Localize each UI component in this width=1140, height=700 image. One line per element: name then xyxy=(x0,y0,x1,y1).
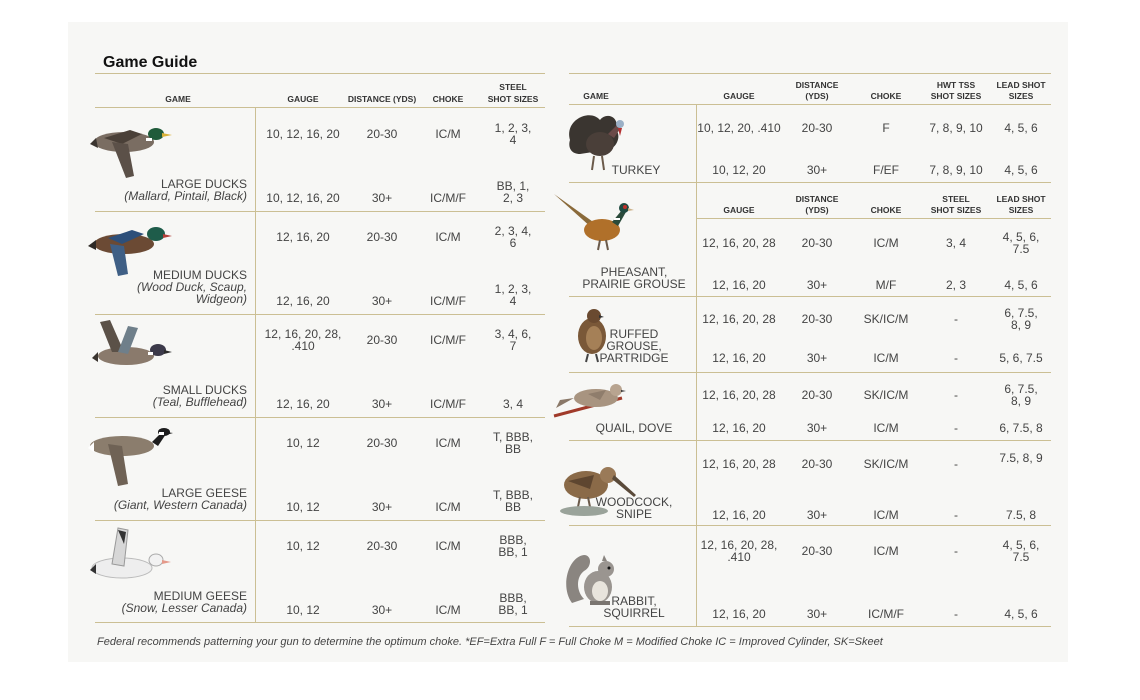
steel-cell: 3, 4 xyxy=(502,397,523,411)
steel-cell: 2, 3, 4, 6 xyxy=(494,224,532,250)
row-large-ducks-name: LARGE DUCKS xyxy=(160,177,247,191)
row-divider xyxy=(569,182,1051,183)
steel-cell: T, BBB, BB xyxy=(492,430,533,456)
choke-cell: IC/M xyxy=(435,603,461,617)
pheasant-icon xyxy=(552,192,636,257)
header-gauge: GAUGE xyxy=(723,205,755,215)
gauge-cell: 12, 16, 20, 28 xyxy=(702,457,776,471)
row-divider xyxy=(95,73,545,74)
row-medium-ducks-species-cont: Widgeon) xyxy=(195,292,247,306)
row-divider xyxy=(569,73,1051,74)
lead-cell: 4, 5, 6 xyxy=(1004,121,1038,135)
gauge-cell: 10, 12, 20 xyxy=(712,163,766,177)
header-distance-line1: DISTANCE xyxy=(795,194,839,204)
header-distance-line2: (YDS) xyxy=(805,205,829,215)
page-title: Game Guide xyxy=(103,54,198,71)
row-small-ducks-species: (Teal, Bufflehead) xyxy=(152,395,247,409)
distance-cell: 30+ xyxy=(806,351,828,365)
snow-goose-icon xyxy=(82,524,174,595)
row-ruffed-name: GROUSE, xyxy=(606,339,662,353)
row-divider xyxy=(569,372,1051,373)
header-steel-line1: STEEL xyxy=(499,82,527,92)
header-choke: CHOKE xyxy=(870,91,902,101)
choke-cell: IC/M xyxy=(873,508,899,522)
header-distance-line2: (YDS) xyxy=(805,91,829,101)
lead-cell: 7.5, 8, 9 xyxy=(999,451,1043,465)
row-large-geese-name: LARGE GEESE xyxy=(161,486,247,500)
gauge-cell: 12, 16, 20, 28 xyxy=(702,388,776,402)
distance-cell: 30+ xyxy=(371,294,393,308)
footnote: Federal recommends patterning your gun to determine the optimum choke. *EF=Extra Full F = Full Choke M = Modified Choke IC = Improved Cylinder, SK=Skeet xyxy=(97,636,883,648)
distance-cell: 20-30 xyxy=(801,236,833,250)
steel-cell: BBB, BB, 1 xyxy=(498,591,528,617)
choke-cell: IC/M/F xyxy=(868,607,904,621)
distance-cell: 20-30 xyxy=(366,333,398,347)
gauge-cell: 10, 12, 20, .410 xyxy=(697,121,781,135)
shot-cell: - xyxy=(954,351,958,365)
choke-cell: IC/M xyxy=(435,230,461,244)
distance-cell: 20-30 xyxy=(801,121,833,135)
gauge-cell: 12, 16, 20, 28, .410 xyxy=(264,327,342,353)
gauge-cell: 10, 12 xyxy=(286,603,320,617)
distance-cell: 30+ xyxy=(371,397,393,411)
choke-cell: SK/IC/M xyxy=(863,388,909,402)
row-medium-ducks-species: (Wood Duck, Scaup, xyxy=(136,280,247,294)
choke-cell: IC/M/F xyxy=(430,294,466,308)
lead-cell: 6, 7.5, 8 xyxy=(999,421,1043,435)
row-medium-ducks-name: MEDIUM DUCKS xyxy=(152,268,247,282)
lead-cell: 4, 5, 6 xyxy=(1004,278,1038,292)
shot-cell: 2, 3 xyxy=(945,278,966,292)
header-distance: DISTANCE (YDS) xyxy=(347,94,417,104)
header-choke: CHOKE xyxy=(432,94,464,104)
distance-cell: 20-30 xyxy=(366,127,398,141)
choke-cell: IC/M xyxy=(873,421,899,435)
column-divider xyxy=(255,108,256,622)
steel-cell: 1, 2, 3, 4 xyxy=(494,282,532,308)
dove-icon xyxy=(552,378,636,427)
row-divider xyxy=(95,314,545,315)
gauge-cell: 12, 16, 20 xyxy=(712,278,766,292)
lead-cell: 6, 7.5, 8, 9 xyxy=(1004,306,1038,332)
row-divider xyxy=(95,417,545,418)
choke-cell: SK/IC/M xyxy=(863,457,909,471)
shot-cell: - xyxy=(954,508,958,522)
choke-cell: IC/M xyxy=(435,436,461,450)
gauge-cell: 12, 16, 20, 28 xyxy=(702,312,776,326)
gauge-cell: 10, 12, 16, 20 xyxy=(266,191,340,205)
row-quaildove-name: QUAIL, DOVE xyxy=(595,421,673,435)
row-small-ducks-name: SMALL DUCKS xyxy=(162,383,247,397)
row-ruffed-name: RUFFED xyxy=(609,327,659,341)
header-gauge: GAUGE xyxy=(723,91,755,101)
header-lead-line1: LEAD SHOT xyxy=(996,80,1046,90)
choke-cell: SK/IC/M xyxy=(863,312,909,326)
gauge-cell: 10, 12 xyxy=(286,436,320,450)
distance-cell: 20-30 xyxy=(366,436,398,450)
distance-cell: 20-30 xyxy=(366,230,398,244)
row-divider xyxy=(95,622,545,623)
row-rabbit-name: SQUIRREL xyxy=(603,606,665,620)
distance-cell: 30+ xyxy=(806,163,828,177)
row-woodcock-name: WOODCOCK, xyxy=(595,495,673,509)
gauge-cell: 12, 16, 20 xyxy=(276,230,330,244)
row-divider xyxy=(569,525,1051,526)
distance-cell: 20-30 xyxy=(801,544,833,558)
shot-cell: - xyxy=(954,457,958,471)
distance-cell: 30+ xyxy=(806,278,828,292)
header-shot-line2: SHOT SIZES xyxy=(930,91,982,101)
row-ruffed-name: PARTRIDGE xyxy=(599,351,669,365)
distance-cell: 30+ xyxy=(806,508,828,522)
header-shot-line2: SHOT SIZES xyxy=(930,205,982,215)
header-choke: CHOKE xyxy=(870,205,902,215)
lead-cell: 4, 5, 6 xyxy=(1004,163,1038,177)
choke-cell: IC/M xyxy=(435,539,461,553)
distance-cell: 30+ xyxy=(371,603,393,617)
choke-cell: IC/M xyxy=(873,236,899,250)
steel-cell: BBB, BB, 1 xyxy=(498,533,528,559)
choke-cell: F xyxy=(882,121,890,135)
distance-cell: 20-30 xyxy=(801,388,833,402)
distance-cell: 30+ xyxy=(806,607,828,621)
choke-cell: IC/M xyxy=(435,500,461,514)
distance-cell: 20-30 xyxy=(366,539,398,553)
row-pheasant-name: PRAIRIE GROUSE xyxy=(582,277,686,291)
row-turkey-name: TURKEY xyxy=(611,163,661,177)
header-game: GAME xyxy=(165,94,191,104)
distance-cell: 20-30 xyxy=(801,312,833,326)
gauge-cell: 12, 16, 20 xyxy=(712,607,766,621)
choke-cell: IC/M xyxy=(873,544,899,558)
steel-cell: 3, 4, 6, 7 xyxy=(494,327,532,353)
mallard-duck-icon xyxy=(82,120,174,185)
gauge-cell: 10, 12 xyxy=(286,539,320,553)
lead-cell: 6, 7.5, 8, 9 xyxy=(1004,382,1038,408)
lead-cell: 4, 5, 6, 7.5 xyxy=(1002,538,1040,564)
choke-cell: IC/M/F xyxy=(430,333,466,347)
gauge-cell: 12, 16, 20, 28, .410 xyxy=(700,538,778,564)
row-divider xyxy=(569,296,1051,297)
gauge-cell: 12, 16, 20, 28 xyxy=(702,236,776,250)
choke-cell: F/EF xyxy=(873,163,899,177)
header-shot-line1: STEEL xyxy=(942,194,970,204)
distance-cell: 30+ xyxy=(806,421,828,435)
steel-cell: T, BBB, BB xyxy=(492,488,533,514)
choke-cell: IC/M/F xyxy=(430,191,466,205)
header-gauge: GAUGE xyxy=(287,94,319,104)
header-game: GAME xyxy=(583,91,609,101)
lead-cell: 4, 5, 6, 7.5 xyxy=(1002,230,1040,256)
row-divider xyxy=(569,626,1051,627)
header-lead-line2: SIZES xyxy=(1008,205,1034,215)
shot-cell: - xyxy=(954,421,958,435)
row-rabbit-name: RABBIT, xyxy=(611,594,657,608)
header-distance-line1: DISTANCE xyxy=(795,80,839,90)
header-lead-line1: LEAD SHOT xyxy=(996,194,1046,204)
gauge-cell: 10, 12, 16, 20 xyxy=(266,127,340,141)
steel-cell: 1, 2, 3, 4 xyxy=(494,121,532,147)
shot-cell: - xyxy=(954,544,958,558)
gauge-cell: 12, 16, 20 xyxy=(712,351,766,365)
header-lead-line2: SIZES xyxy=(1008,91,1034,101)
choke-cell: M/F xyxy=(875,278,897,292)
row-medium-geese-species: (Snow, Lesser Canada) xyxy=(121,601,247,615)
column-divider xyxy=(696,183,697,626)
gauge-cell: 12, 16, 20 xyxy=(712,421,766,435)
teal-duck-icon xyxy=(82,316,174,381)
row-divider xyxy=(95,107,545,108)
row-divider xyxy=(696,218,1051,219)
row-medium-geese-name: MEDIUM GEESE xyxy=(153,589,247,603)
gauge-cell: 12, 16, 20 xyxy=(276,397,330,411)
choke-cell: IC/M xyxy=(435,127,461,141)
header-steel-line2: SHOT SIZES xyxy=(487,94,539,104)
shot-cell: 7, 8, 9, 10 xyxy=(929,163,983,177)
shot-cell: 7, 8, 9, 10 xyxy=(929,121,983,135)
row-large-ducks-species: (Mallard, Pintail, Black) xyxy=(124,189,247,203)
distance-cell: 30+ xyxy=(371,500,393,514)
row-divider xyxy=(95,211,545,212)
distance-cell: 30+ xyxy=(371,191,393,205)
choke-cell: IC/M/F xyxy=(430,397,466,411)
choke-cell: IC/M xyxy=(873,351,899,365)
distance-cell: 20-30 xyxy=(801,457,833,471)
row-divider xyxy=(569,440,1051,441)
lead-cell: 4, 5, 6 xyxy=(1004,607,1038,621)
row-divider xyxy=(569,104,1051,105)
row-large-geese-species: (Giant, Western Canada) xyxy=(113,498,247,512)
shot-cell: - xyxy=(954,607,958,621)
shot-cell: - xyxy=(954,312,958,326)
gauge-cell: 12, 16, 20 xyxy=(276,294,330,308)
row-divider xyxy=(95,520,545,521)
gauge-cell: 12, 16, 20 xyxy=(712,508,766,522)
row-woodcock-name: SNIPE xyxy=(615,507,652,521)
header-shot-line1: HWT TSS xyxy=(936,80,976,90)
row-pheasant-name: PHEASANT, xyxy=(600,265,668,279)
lead-cell: 5, 6, 7.5 xyxy=(999,351,1043,365)
gauge-cell: 10, 12 xyxy=(286,500,320,514)
shot-cell: 3, 4 xyxy=(945,236,966,250)
lead-cell: 7.5, 8 xyxy=(1005,508,1037,522)
steel-cell: BB, 1, 2, 3 xyxy=(496,179,530,205)
canada-goose-icon xyxy=(82,424,174,493)
shot-cell: - xyxy=(954,388,958,402)
